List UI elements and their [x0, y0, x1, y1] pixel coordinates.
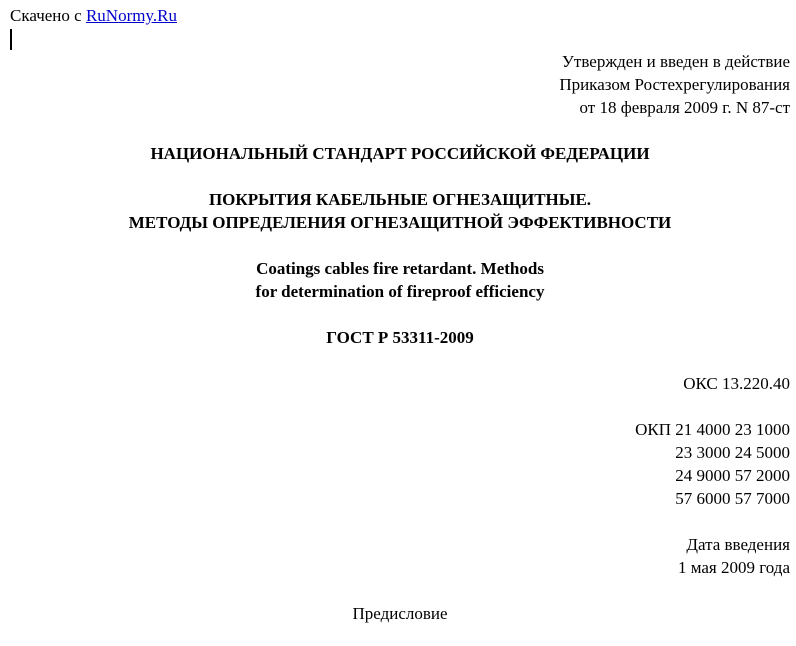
national-standard-heading: НАЦИОНАЛЬНЫЙ СТАНДАРТ РОССИЙСКОЙ ФЕДЕРАЦИИ	[150, 144, 650, 163]
okp-code-line-4: 57 6000 57 7000	[675, 489, 790, 508]
title-en-line-1: Coatings cables fire retardant. Methods	[256, 259, 544, 278]
intro-date-value: 1 мая 2009 года	[677, 558, 790, 577]
okp-code-line-2: 23 3000 24 5000	[675, 443, 790, 462]
intro-date-label: Дата введения	[686, 535, 790, 554]
runormy-link[interactable]: RuNormy.Ru	[85, 6, 177, 25]
foreword-heading: Предисловие	[352, 604, 448, 623]
approval-line-1: Утвержден и введен в действие	[561, 52, 790, 71]
gost-number: ГОСТ Р 53311-2009	[326, 328, 474, 347]
okp-code-line-3: 24 9000 57 2000	[675, 466, 790, 485]
title-ru-line-1: ПОКРЫТИЯ КАБЕЛЬНЫЕ ОГНЕЗАЩИТНЫЕ.	[208, 190, 592, 209]
approval-line-2: Приказом Ростехрегулирования	[559, 75, 790, 94]
approval-line-3: от 18 февраля 2009 г. N 87-ст	[579, 98, 790, 117]
text-cursor	[10, 29, 12, 50]
title-ru-line-2: МЕТОДЫ ОПРЕДЕЛЕНИЯ ОГНЕЗАЩИТНОЙ ЭФФЕКТИВНОСТИ	[128, 213, 672, 232]
oks-code: ОКС 13.220.40	[683, 374, 790, 393]
downloaded-from-line	[10, 5, 177, 27]
title-en-line-2: for determination of fireproof efficiency	[255, 282, 545, 301]
okp-code-line-1: ОКП 21 4000 23 1000	[635, 420, 790, 439]
downloaded-prefix: Скачено с	[10, 6, 82, 25]
